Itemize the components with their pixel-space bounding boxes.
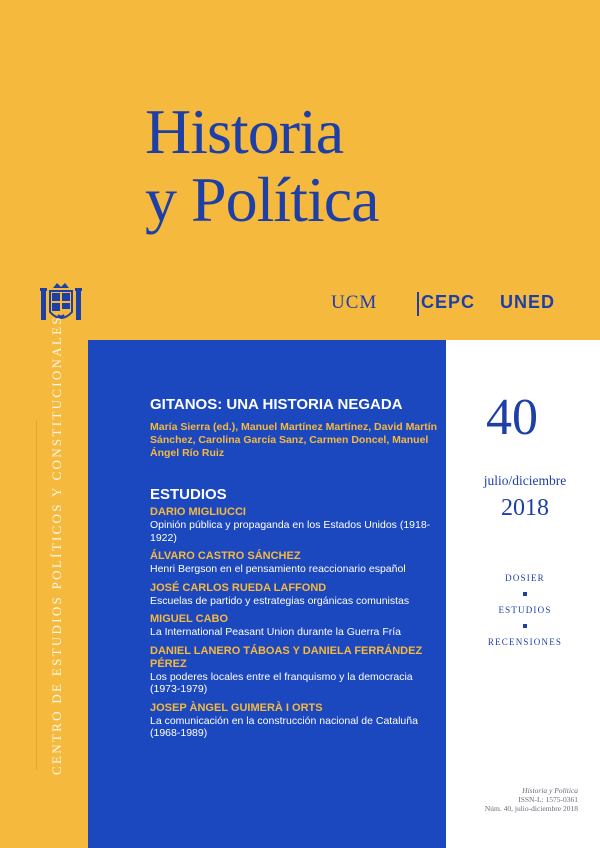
footer-journal-name: Historia y Política [522,786,578,795]
article-title: Opinión pública y propaganda en los Estados Unidos (1918-1922) [150,519,431,544]
dossier-title: GITANOS: UNA HISTORIA NEGADA [150,396,403,413]
article-author: ÁLVARO CASTRO SÁNCHEZ [150,550,301,562]
article-title: Escuelas de partido y estrategias orgánicas comunistas [150,594,410,607]
article-item [150,506,440,544]
cepc-logo: CEPC [417,292,475,316]
journal-title-line2: y Política [145,164,379,235]
article-author: MIGUEL CABO [150,613,229,625]
journal-title [145,98,379,234]
section-recensiones: RECENSIONES [487,637,563,647]
issue-reference: Núm. 40, julio-diciembre 2018 [484,804,578,813]
article-author: DARIO MIGLIUCCI [150,506,246,518]
article-item [150,702,440,740]
dossier-authors: María Sierra (ed.), Manuel Martínez Martínez, David Martín Sánchez, Carolina García Sanz, Carmen Doncel, Manuel Ángel Río Ruiz [150,421,438,459]
article-author: JOSÉ CARLOS RUEDA LAFFOND [150,581,327,594]
article-title: Henri Bergson en el pensamiento reaccionario español [150,563,406,575]
studies-heading: ESTUDIOS [150,486,227,503]
uned-logo: UNED [500,292,556,312]
issue-period: julio/diciembre [483,473,567,488]
section-dosier: DOSIER [505,573,545,583]
article-author: DANIEL LANERO TÁBOAS Y DANIELA FERRÁNDEZ PÉREZ [150,644,423,670]
article-title: Los poderes locales entre el franquismo y la democracia (1973-1979) [150,670,413,695]
left-band [0,340,88,848]
issue-number: 40 [486,389,538,446]
articles-list [150,506,440,746]
article-item [150,550,440,576]
vertical-divider [36,420,37,770]
journal-title-line1: Historia [145,96,344,167]
issn-block [472,786,578,813]
article-item [150,645,440,696]
article-title: La International Peasant Union durante la Guerra Fría [150,626,401,638]
article-author: JOSEP ÀNGEL GUIMERÀ I ORTS [150,701,323,714]
sections-list [472,572,578,648]
ucm-logo: UCM [331,292,378,313]
issue-year: 2018 [501,495,549,521]
article-title: La comunicación en la construcción nacional de Cataluña (1968-1989) [150,714,418,739]
publisher-vertical-text: CENTRO DE ESTUDIOS POLÍTICOS Y CONSTITUCIONALES [49,315,64,775]
section-estudios: ESTUDIOS [498,605,552,615]
bullet-square-icon [523,592,527,596]
bullet-square-icon [523,624,527,628]
article-item [150,613,440,639]
article-item [150,582,440,608]
issn-number: ISSN-L: 1575-0361 [518,795,578,804]
